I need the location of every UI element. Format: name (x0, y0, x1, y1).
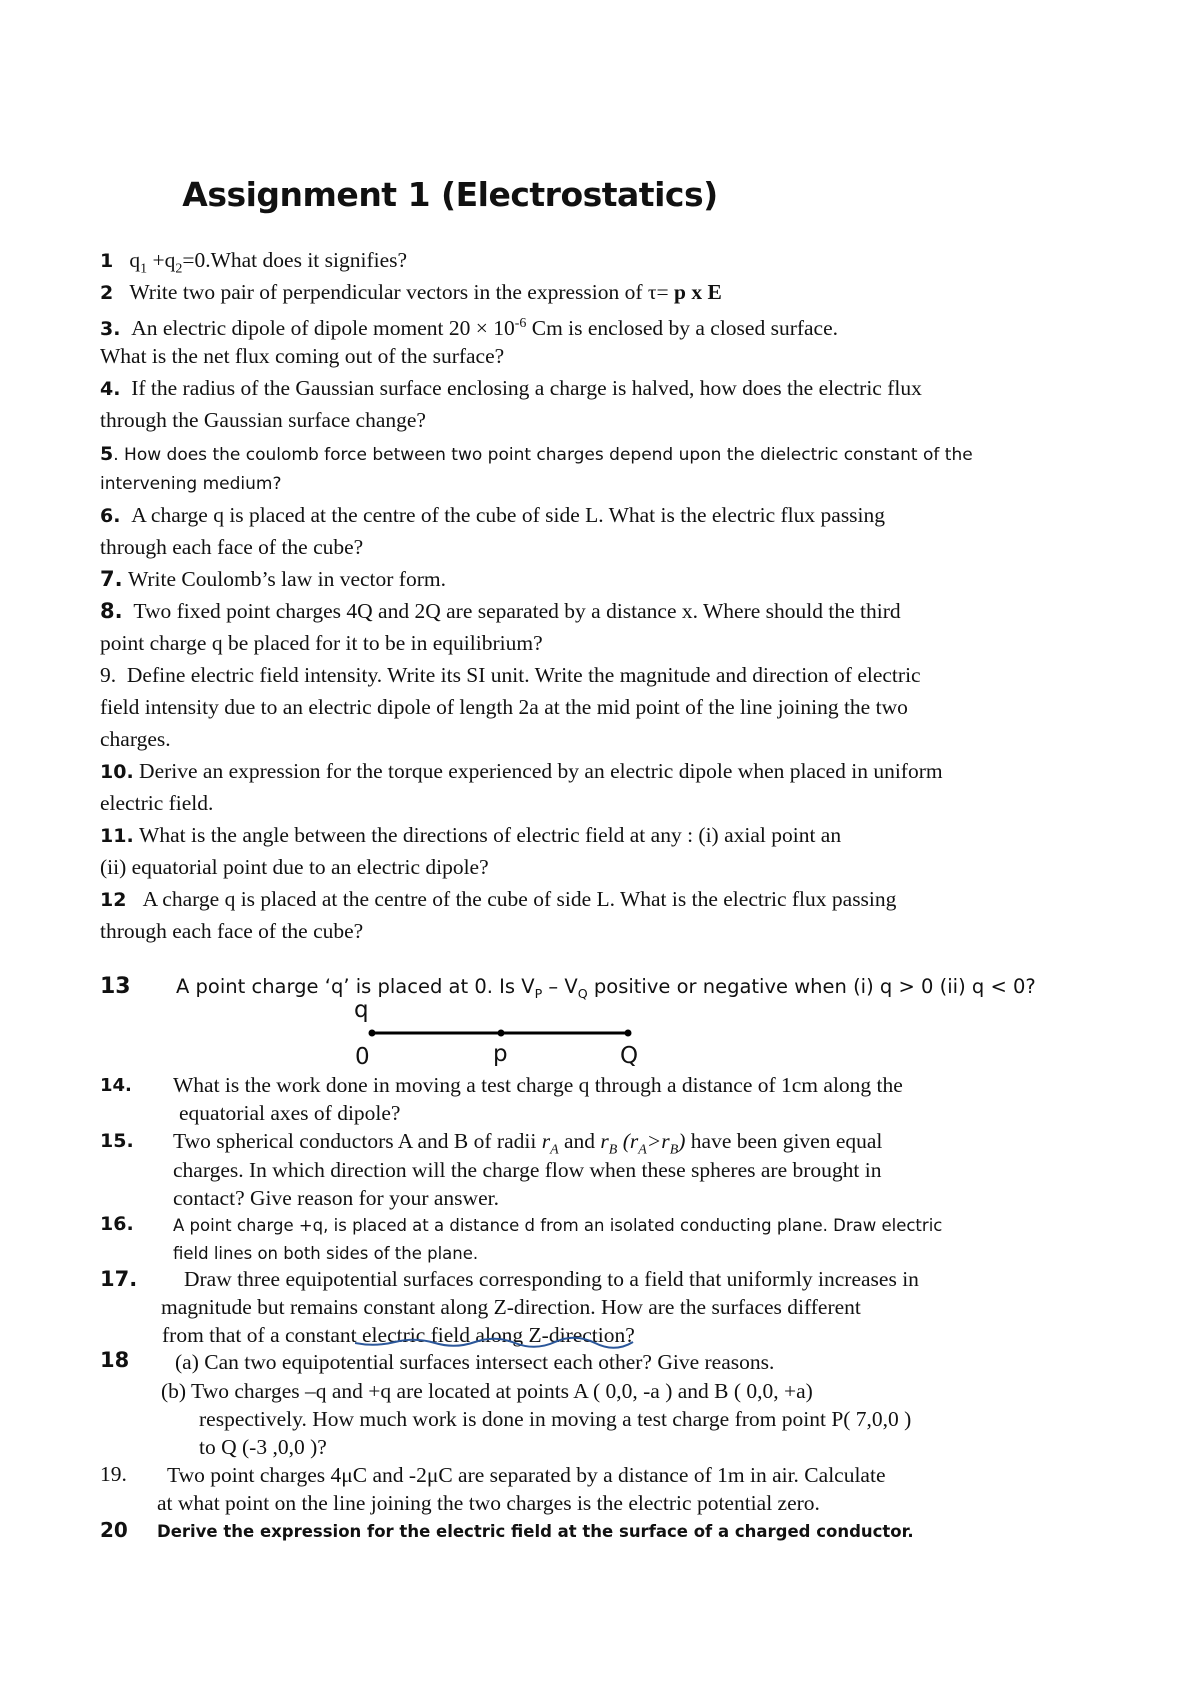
question-16-line-2: field lines on both sides of the plane. (173, 1244, 479, 1263)
question-20: Derive the expression for the electric field at the surface of a charged conductor. (157, 1522, 914, 1541)
question-17-line-2: magnitude but remains constant along Z-direction. How are the surfaces different (161, 1295, 861, 1319)
diagram-label-o: 0 (355, 1044, 370, 1070)
question-15-line-3: contact? Give reason for your answer. (173, 1186, 499, 1210)
question-5: 5. How does the coulomb force between two point charges depend upon the dielectric constant of the (100, 443, 973, 465)
question-15-line-2: charges. In which direction will the charge flow when these spheres are brought in (173, 1158, 882, 1182)
question-18: (a) Can two equipotential surfaces intersect each other? Give reasons. (175, 1350, 775, 1374)
question-13-number: 13 (100, 974, 131, 999)
question-16: A point charge +q, is placed at a distance d from an isolated conducting plane. Draw electric (173, 1216, 943, 1235)
question-8-line-2: point charge q be placed for it to be in equilibrium? (100, 631, 543, 655)
question-13: A point charge ‘q’ is placed at 0. Is $V_P - V_Q$ positive or negative when (i) q > 0 (ii) q < 0? (176, 975, 1036, 1001)
diagram-label-p: p (493, 1041, 508, 1067)
question-6-line-2: through each face of the cube? (100, 535, 364, 559)
question-5-line-2: intervening medium? (100, 474, 282, 494)
question-18-line-4: to Q (-3 ,0,0 )? (199, 1435, 327, 1459)
question-10-line-2: electric field. (100, 791, 214, 815)
question-15-number: 15. (100, 1130, 134, 1152)
point-o (369, 1030, 376, 1037)
diagram-label-Q: Q (620, 1043, 639, 1069)
page-title: Assignment 1 (Electrostatics) (182, 175, 718, 214)
question-17: Draw three equipotential surfaces corresponding to a field that uniformly increases in (184, 1267, 919, 1291)
question-10: 10. Derive an expression for the torque experienced by an electric dipole when placed in uniform (100, 759, 943, 783)
question-15: Two spherical conductors A and B of radii $r_A$ and $r_B$ $(r_A>r_B)$ have been given equal (173, 1129, 883, 1158)
question-14-line-2: equatorial axes of dipole? (179, 1101, 401, 1125)
point-p (498, 1030, 505, 1037)
question-4: 4. If the radius of the Gaussian surface enclosing a charge is halved, how does the electric flux (100, 376, 922, 400)
question-4-line-2: through the Gaussian surface change? (100, 408, 426, 432)
question-18-line-3: respectively. How much work is done in moving a test charge from point P( 7,0,0 ) (199, 1407, 912, 1431)
question-7: 7. Write Coulomb’s law in vector form. (100, 567, 446, 591)
diagram-label-q: q (354, 997, 369, 1023)
question-18-line-2: (b) Two charges –q and +q are located at points A ( 0,0, -a ) and B ( 0,0, +a) (161, 1379, 813, 1403)
squiggle-line (355, 1338, 633, 1348)
question-12: 12 A charge q is placed at the centre of the cube of side L. What is the electric flux passing (100, 887, 897, 911)
question-17-number: 17. (100, 1267, 138, 1291)
question-2: 2 Write two pair of perpendicular vectors in the expression of τ= p x E (100, 280, 722, 304)
point-q (625, 1030, 632, 1037)
question-14-number: 14. (100, 1075, 132, 1096)
question-20-number: 20 (100, 1518, 128, 1542)
question-9-line-2: field intensity due to an electric dipole of length 2a at the mid point of the line joining the two (100, 695, 908, 719)
question-6: 6. A charge q is placed at the centre of the cube of side L. What is the electric flux passing (100, 503, 886, 527)
question-14: What is the work done in moving a test charge q through a distance of 1cm along the (173, 1073, 903, 1097)
question-16-number: 16. (100, 1213, 134, 1235)
question-18-number: 18 (100, 1348, 130, 1372)
question-8: 8. Two fixed point charges 4Q and 2Q are separated by a distance x. Where should the third (100, 599, 901, 623)
spelling-underline (355, 1333, 635, 1349)
question-12-line-2: through each face of the cube? (100, 919, 364, 943)
question-19: Two point charges 4μC and -2μC are separated by a distance of 1m in air. Calculate (167, 1463, 886, 1487)
question-17-line-3: from that of a constant electric field along Z-direction? (162, 1323, 635, 1347)
question-19-line-2: at what point on the line joining the two charges is the electric potential zero. (157, 1491, 820, 1515)
charge-line (360, 1025, 640, 1041)
question-11: 11. What is the angle between the directions of electric field at any : (i) axial point an (100, 823, 842, 847)
question-1: 1 $q_1$ $+q_2=0.What$ does it signifies? (100, 248, 408, 277)
question-3-line-2: What is the net flux coming out of the surface? (100, 344, 505, 368)
question-9-line-3: charges. (100, 727, 171, 751)
question-11-line-2: (ii) equatorial point due to an electric dipole? (100, 855, 489, 879)
question-19-number: 19. (100, 1462, 127, 1486)
question-3: 3. An electric dipole of dipole moment $20 \times 10^{-6}$ Cm is enclosed by a closed surface. (100, 316, 839, 341)
question-9: 9. Define electric field intensity. Write its SI unit. Write the magnitude and direction of electric (100, 663, 921, 687)
